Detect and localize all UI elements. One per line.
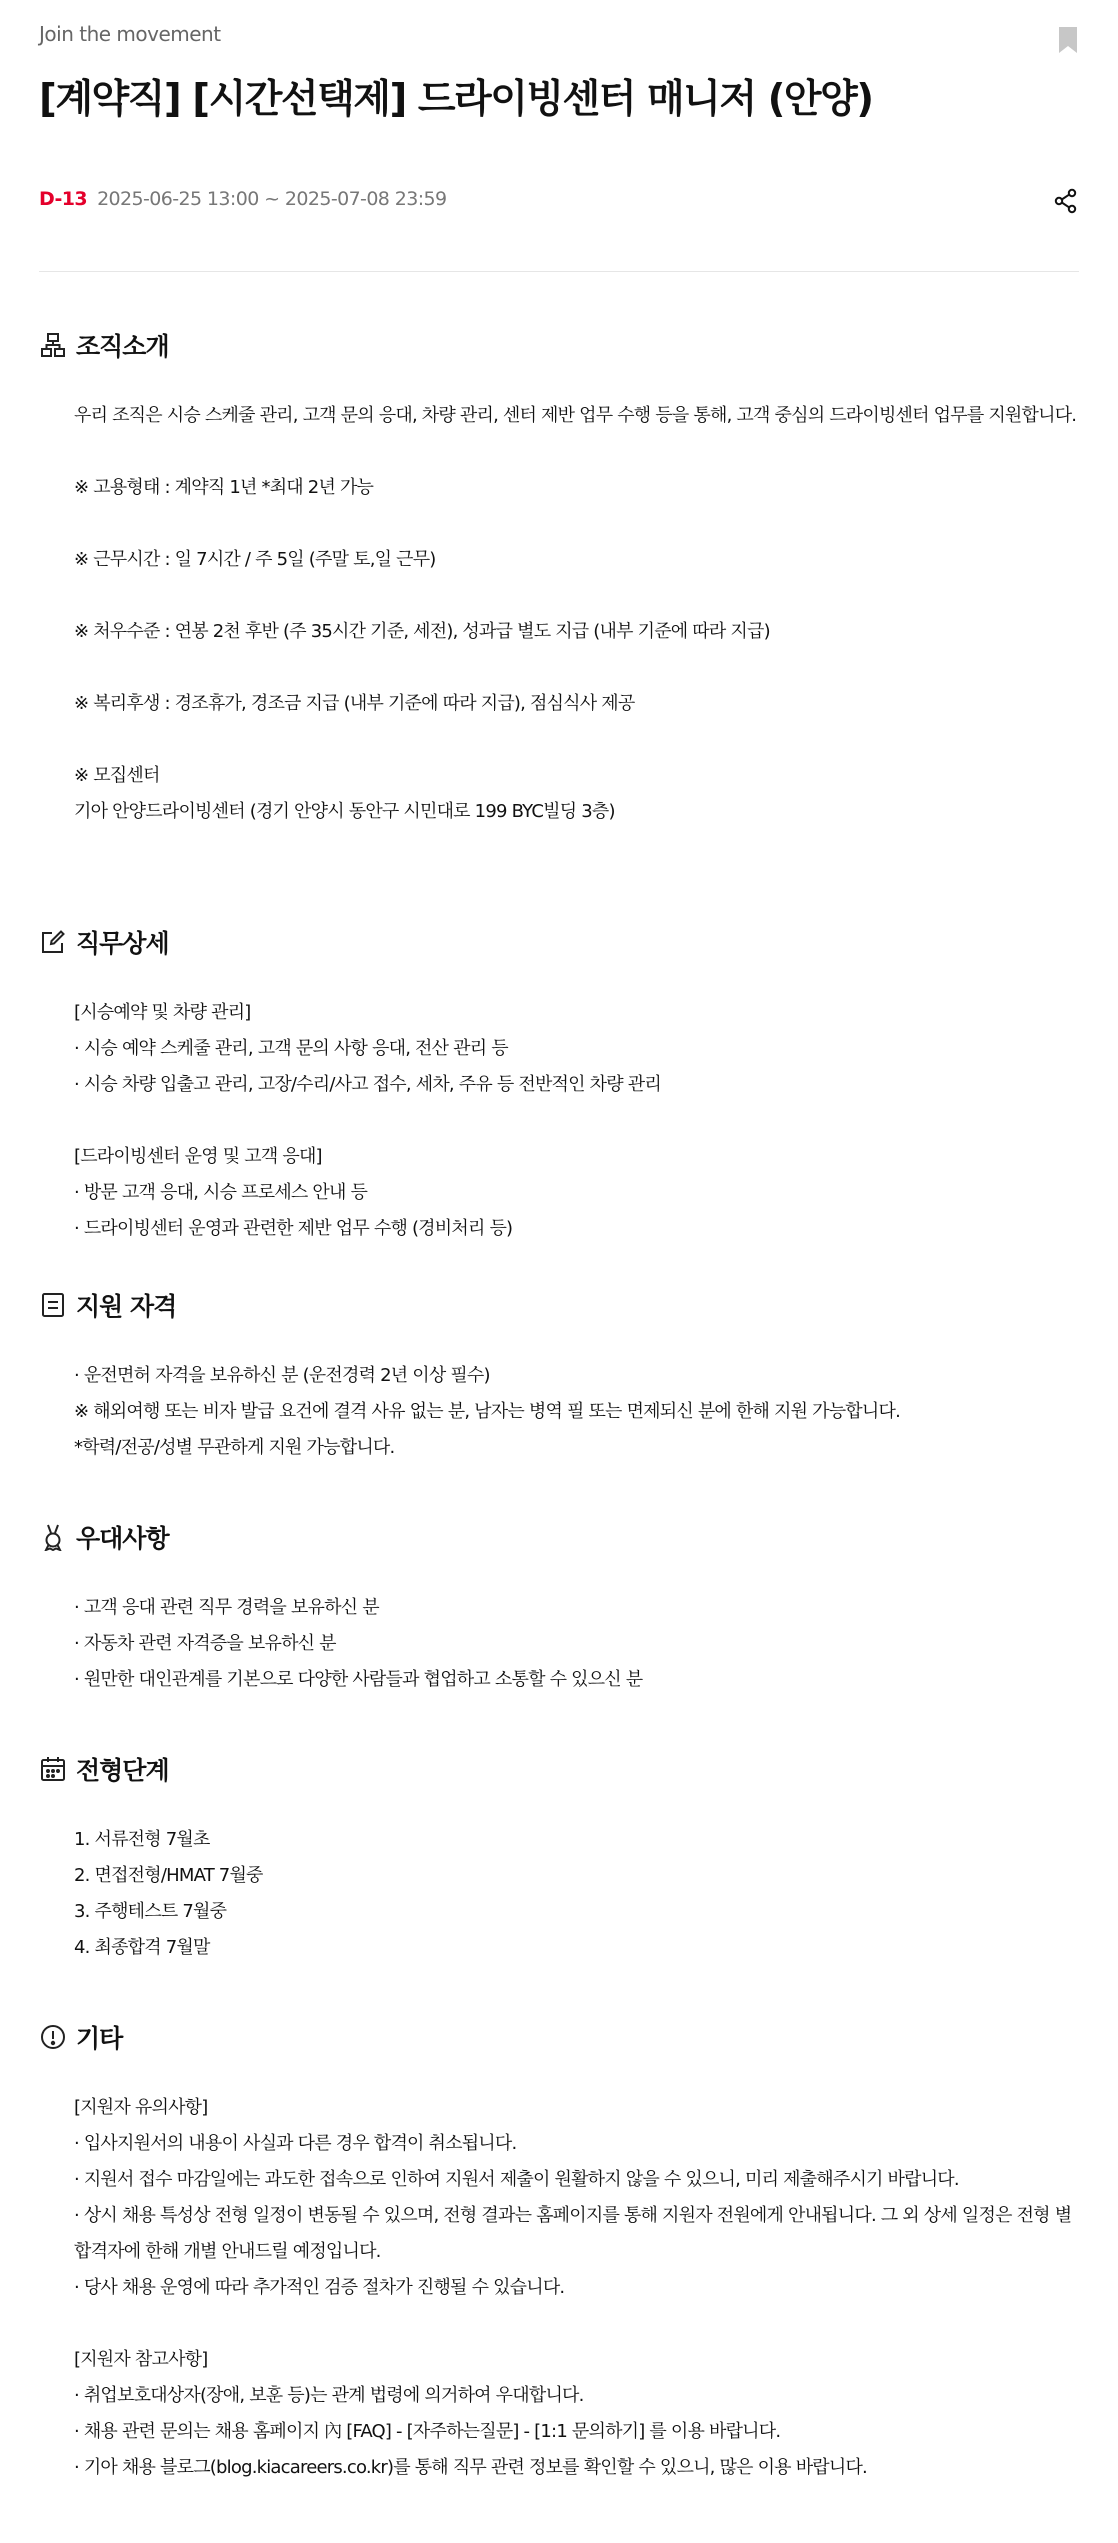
section-etc-title: 기타 <box>76 2024 123 2053</box>
list-item: · 상시 채용 특성상 전형 일정이 변동될 수 있으며, 전형 결과는 홈페이지를 통해 지원자 전원에게 안내됩니다. 그 외 상세 일정은 전형 별 합격자에 한해 개별 안내드릴 예정입니다. <box>74 2205 1072 2262</box>
medal-icon <box>39 1523 67 1551</box>
list-item: ※ 해외여행 또는 비자 발급 요건에 결격 사유 없는 분, 남자는 병역 필 또는 면제되신 분에 한해 지원 가능합니다. <box>74 1401 900 1422</box>
info-icon <box>39 2023 67 2051</box>
page-title: [계약직] [시간선택제] 드라이빙센터 매니저 (안양) <box>39 77 873 122</box>
section-etc-header <box>39 2019 122 2055</box>
org-employment: ※ 고용형태 : 계약직 1년 *최대 2년 가능 <box>74 477 374 498</box>
org-center-label: ※ 모집센터 <box>74 765 160 786</box>
duty-group1-title: [시승예약 및 차량 관리] <box>74 1002 251 1023</box>
posting-period <box>39 188 447 210</box>
list-item: · 기아 채용 블로그(blog.kiacareers.co.kr)를 통해 직무 관련 정보를 확인할 수 있으니, 많은 이용 바랍니다. <box>74 2457 867 2478</box>
list-item: · 원만한 대인관계를 기본으로 다양한 사람들과 협업하고 소통할 수 있으신 분 <box>74 1669 643 1690</box>
section-process-title: 전형단계 <box>76 1756 169 1785</box>
share-icon[interactable] <box>1053 188 1079 214</box>
list-item: · 드라이빙센터 운영과 관련한 제반 업무 수행 (경비처리 등) <box>74 1218 513 1239</box>
etc-ref-title: [지원자 참고사항] <box>74 2349 208 2370</box>
list-item: · 방문 고객 응대, 시승 프로세스 안내 등 <box>74 1182 368 1203</box>
org-intro: 우리 조직은 시승 스케줄 관리, 고객 문의 응대, 차량 관리, 센터 제반 업무 수행 등을 통해, 고객 중심의 드라이빙센터 업무를 지원합니다. <box>74 405 1077 426</box>
section-duty-header <box>39 924 169 960</box>
org-welfare: ※ 복리후생 : 경조휴가, 경조금 지급 (내부 기준에 따라 지급), 점심식사 제공 <box>74 693 635 714</box>
list-item: 4. 최종합격 7월말 <box>74 1937 210 1958</box>
document-icon <box>39 1291 67 1319</box>
section-etc-body <box>74 2090 1079 2486</box>
section-process-header <box>39 1751 169 1787</box>
list-item: · 자동차 관련 자격증을 보유하신 분 <box>74 1633 336 1654</box>
bookmark-icon[interactable] <box>1057 26 1079 54</box>
list-item: · 취업보호대상자(장애, 보훈 등)는 관계 법령에 의거하여 우대합니다. <box>74 2385 584 2406</box>
section-process-body <box>74 1822 1079 1966</box>
eyebrow-text: Join the movement <box>39 22 221 46</box>
list-item: · 입사지원서의 내용이 사실과 다른 경우 합격이 취소됩니다. <box>74 2133 517 2154</box>
section-org-title: 조직소개 <box>76 332 169 361</box>
list-item: *학력/전공/성별 무관하게 지원 가능합니다. <box>74 1437 395 1458</box>
section-qualify-title: 지원 자격 <box>76 1292 177 1321</box>
list-item: 3. 주행테스트 7월중 <box>74 1901 227 1922</box>
list-item: · 채용 관련 문의는 채용 홈페이지 內 [FAQ] - [자주하는질문] - [1:1 문의하기] 를 이용 바랍니다. <box>74 2421 781 2442</box>
list-item: · 운전면허 자격을 보유하신 분 (운전경력 2년 이상 필수) <box>74 1365 490 1386</box>
list-item: · 시승 차량 입출고 관리, 고장/수리/사고 접수, 세차, 주유 등 전반적인 차량 관리 <box>74 1074 661 1095</box>
list-item: 1. 서류전형 7월초 <box>74 1829 210 1850</box>
list-item: · 당사 채용 운영에 따라 추가적인 검증 절차가 진행될 수 있습니다. <box>74 2277 565 2298</box>
calendar-icon <box>39 1755 67 1783</box>
org-hours: ※ 근무시간 : 일 7시간 / 주 5일 (주말 토,일 근무) <box>74 549 436 570</box>
section-qualify-header <box>39 1287 176 1323</box>
section-org-body <box>74 398 1079 830</box>
section-duty-body <box>74 995 1079 1247</box>
list-item: 2. 면접전형/HMAT 7월중 <box>74 1865 263 1886</box>
list-item: · 시승 예약 스케줄 관리, 고객 문의 사항 응대, 전산 관리 등 <box>74 1038 508 1059</box>
section-org-header <box>39 327 169 363</box>
org-center: 기아 안양드라이빙센터 (경기 안양시 동안구 시민대로 199 BYC빌딩 3층) <box>74 801 615 822</box>
org-salary: ※ 처우수준 : 연봉 2천 후반 (주 35시간 기준, 세전), 성과급 별도 지급 (내부 기준에 따라 지급) <box>74 621 770 642</box>
edit-icon <box>39 928 67 956</box>
section-qualify-body <box>74 1358 1079 1466</box>
period-text: 2025-06-25 13:00 ~ 2025-07-08 23:59 <box>97 188 447 210</box>
list-item: · 고객 응대 관련 직무 경력을 보유하신 분 <box>74 1597 379 1618</box>
dday-badge: D-13 <box>39 188 88 210</box>
section-prefer-body <box>74 1590 1079 1698</box>
section-duty-title: 직무상세 <box>76 929 169 958</box>
section-prefer-header <box>39 1519 169 1555</box>
list-item: · 지원서 접수 마감일에는 과도한 접속으로 인하여 지원서 제출이 원활하지 않을 수 있으니, 미리 제출해주시기 바랍니다. <box>74 2169 959 2190</box>
org-chart-icon <box>39 331 67 359</box>
section-prefer-title: 우대사항 <box>76 1524 169 1553</box>
duty-group2-title: [드라이빙센터 운영 및 고객 응대] <box>74 1146 322 1167</box>
header-divider <box>39 271 1079 272</box>
etc-notice-title: [지원자 유의사항] <box>74 2097 208 2118</box>
